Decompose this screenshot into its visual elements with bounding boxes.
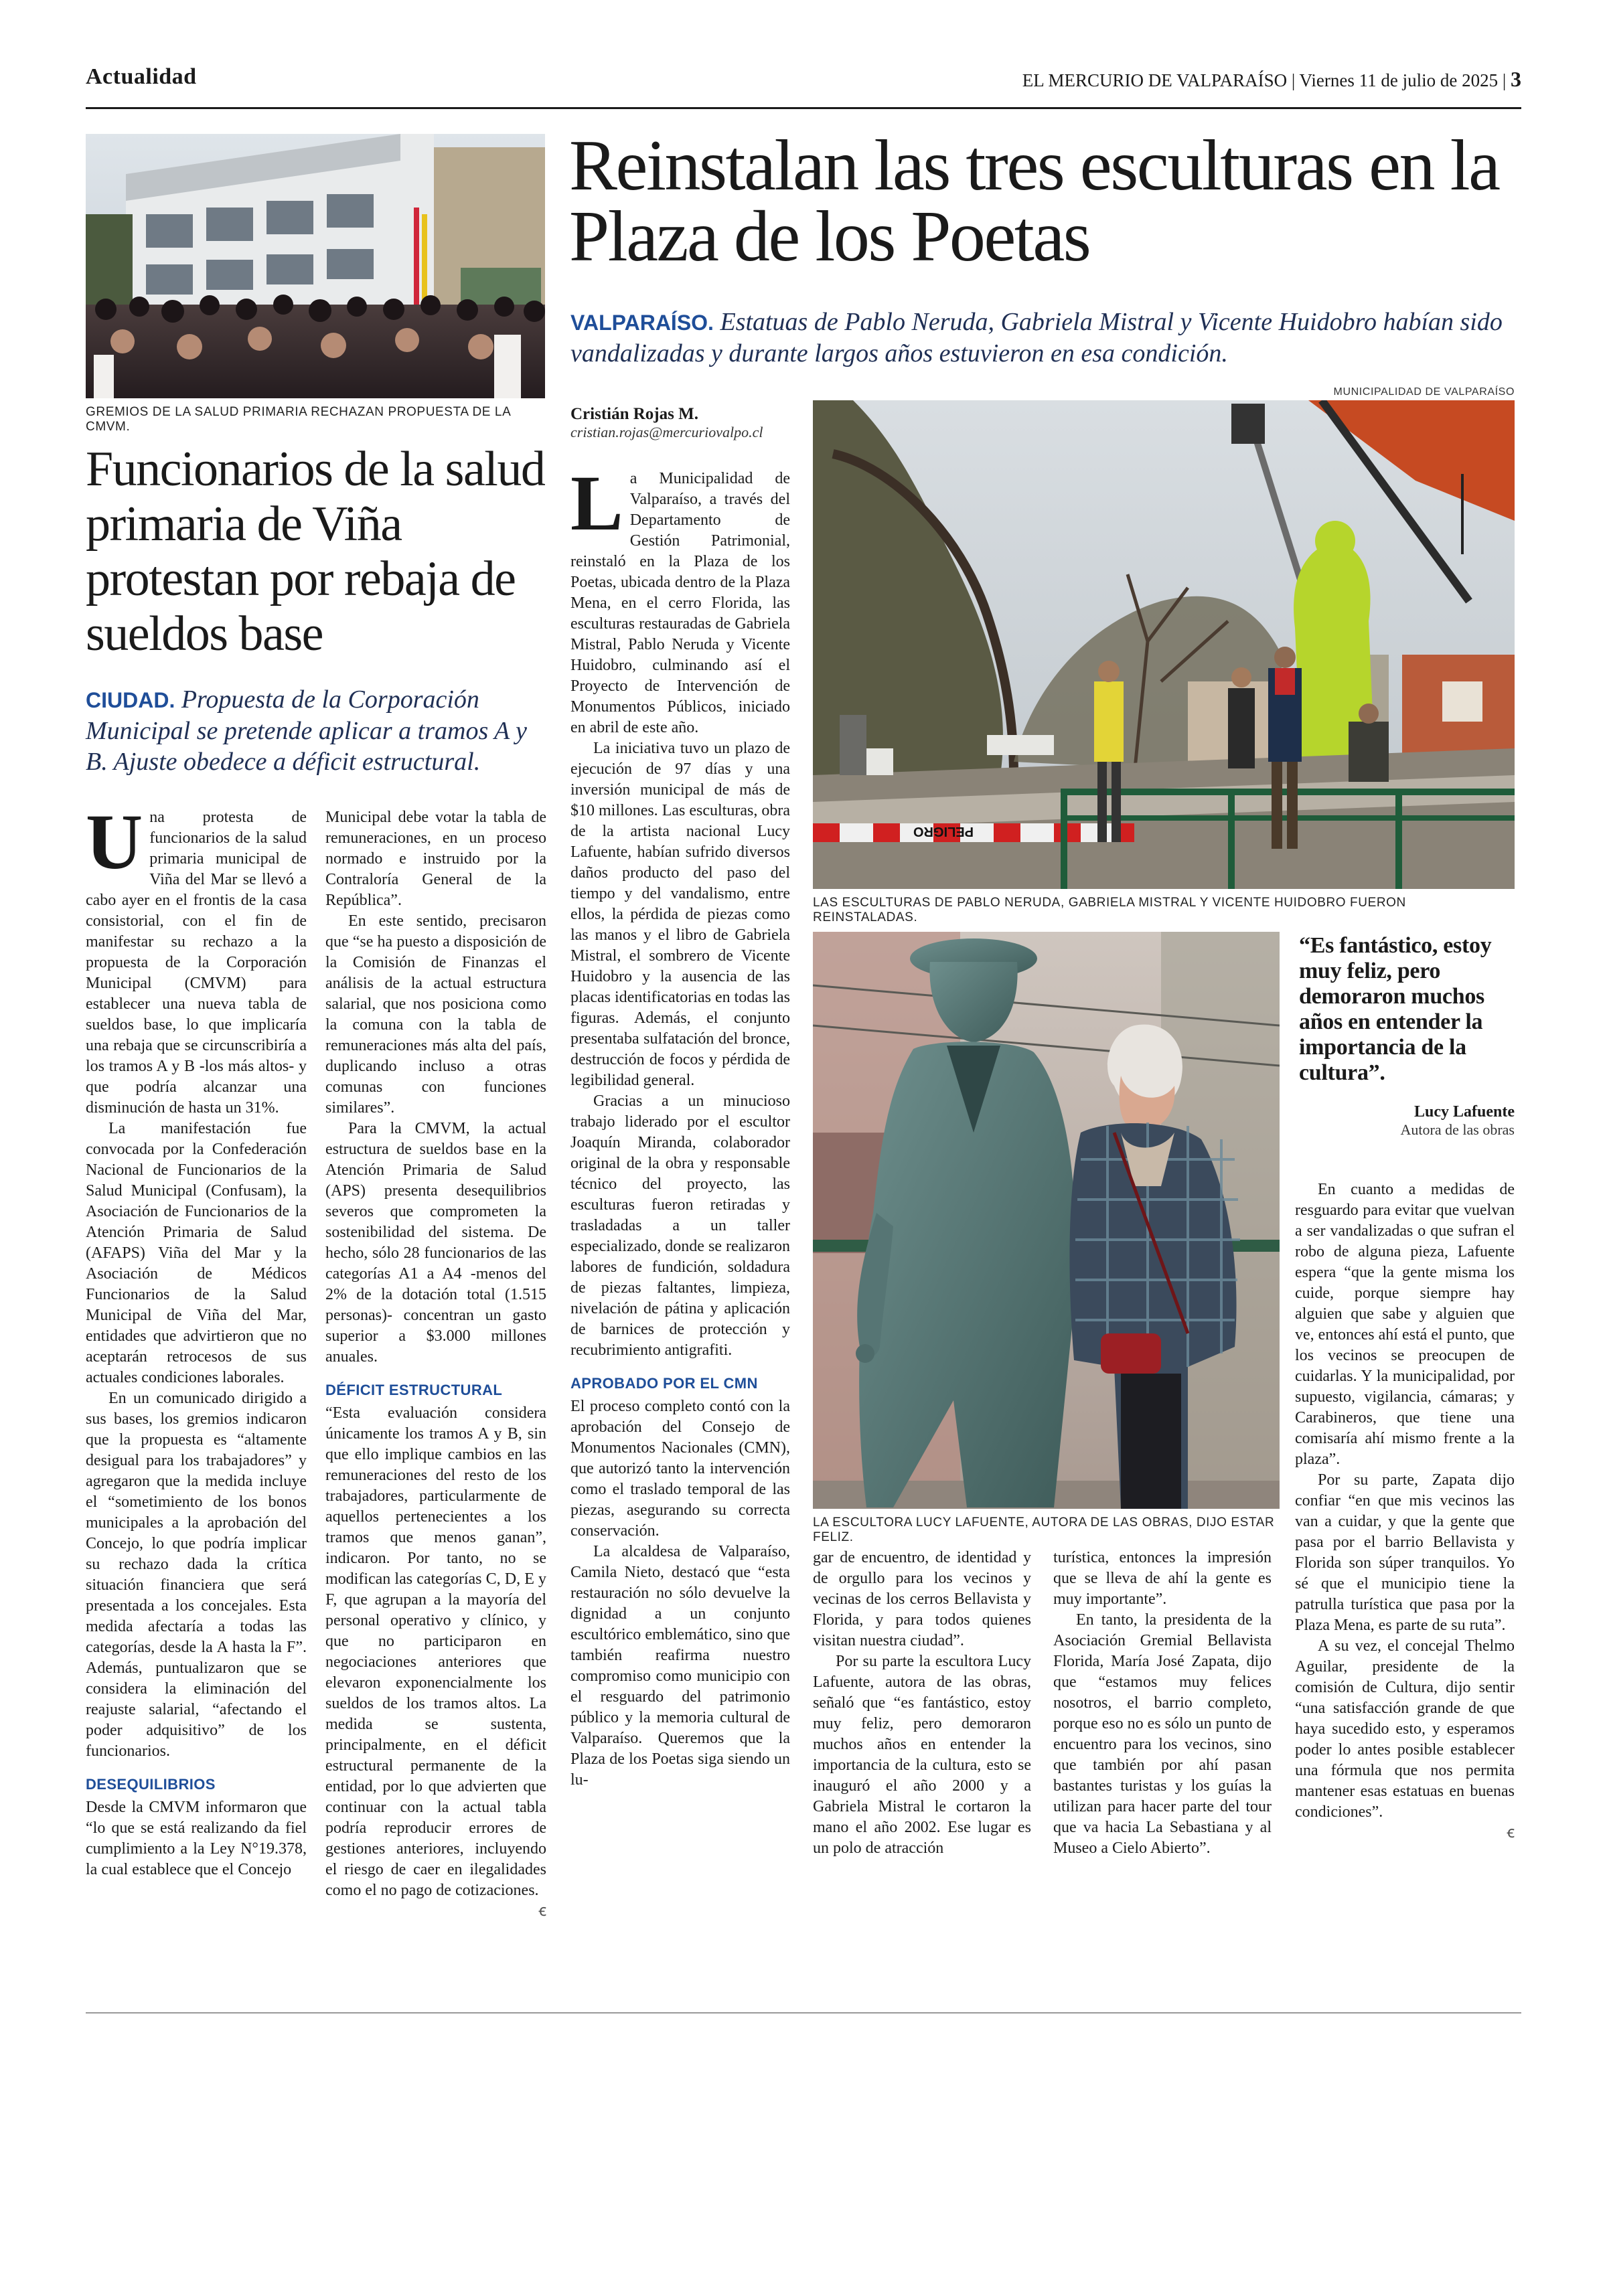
byline-email[interactable]: cristian.rojas@mercuriovalpo.cl (570, 424, 763, 440)
side-col2-paragraph: Para la CMVM, la actual estructura de sueldos base en la Atención Primaria de Salud (APS) presenta desequilibrios severos que comprometen la sostenibilidad del sistema. De hecho, sólo 28 funcionarios de las categorías A1 a A4 -menos del 2% de la dotación total (1.515 personas)- concentran un gasto superior a $3.000 millones anuales. (325, 1120, 546, 1366)
main-col4-paragraph: Por su parte, Zapata dijo confiar “en que mis vecinos las van a cuidar, y que la gente que pasa por el barrio Bellavista y Florida son súper tranquilos. Yo sé que el municipio tiene la patrulla turística que pasa por la Plaza Mena, es parte de su ruta”. (1295, 1471, 1515, 1634)
side-col1-paragraph: Desde la CMVM informaron que “lo que se está realizando da fiel cumplimiento a la Ley N°19.378, la cual establece que el Concejo (86, 1799, 307, 1878)
main-col1-paragraph: Gracias a un minucioso trabajo liderado por el escultor Joaquín Miranda, colaborador original de la obra y responsable técnico del proyecto, las esculturas fueron retiradas y trasladadas a un taller especializado, donde se realizaron labores de fundición, soldadura de piezas faltantes, limpieza, nivelación de pátina y aplicación de barnices de protección y recubrimiento antigrafiti. (570, 1092, 790, 1359)
main-column-3 (1053, 1548, 1272, 1859)
main-dropcap: L (570, 459, 623, 547)
sculptures-photo-caption: LAS ESCULTURAS DE PABLO NERUDA, GABRIELA MISTRAL Y VICENTE HUIDOBRO FUERON REINSTALADAS. (813, 896, 1406, 924)
main-kicker: VALPARAÍSO. (570, 311, 714, 335)
side-dropcap: U (86, 798, 143, 886)
main-col1-paragraph: La iniciativa tuvo un plazo de ejecución de 97 días y una inversión municipal de más de $10 millones. Las esculturas, obra de la artista nacional Lucy Lafuente, habían sufrido diversos daños producto del paso del tiempo y del vandalismo, entre ellos, la pérdida de piezas como las manos y el libro de Gabriela Mistral, el sombrero de Vicente Huidobro y la ausencia de las placas identificatorias en todas las figuras. Además, el conjunto presentaba sulfatación del bronce, destrucción de focos y pérdida de legibilidad general. (570, 740, 790, 1089)
byline-name: Cristián Rojas M. (570, 405, 698, 423)
side-column-2 (325, 807, 546, 1922)
end-of-article-mark-icon: ꞓ (538, 1902, 546, 1920)
side-col2-paragraph: En este sentido, precisaron que “se ha puesto a disposición de la Comisión de Finanzas el análisis de la actual estructura salarial, que nos posiciona como la comuna con la tabla de remuneraciones más alta del país, duplicando incluso a otras comunas con funciones similares”. (325, 912, 546, 1117)
main-col2-paragraph: gar de encuentro, de identidad y de orgullo para los vecinos y vecinas de los cerros Bellavista y Florida, y para todos quienes visitan nuestra ciudad”. (813, 1549, 1031, 1649)
tape-text: PELIGRO (913, 824, 974, 839)
side-column-1 (86, 798, 307, 1880)
side-col2-paragraph: Municipal debe votar la tabla de remuneraciones, en un proceso normado e instruido por la Contraloría General de la República”. (325, 809, 546, 909)
main-col1-paragraph: El proceso completo contó con la aprobación del Consejo de Monumentos Nacionales (CMN), que autorizó tanto la intervención como el traslado temporal de las piezas, asegurando su correcta conservación. (570, 1398, 790, 1540)
main-column-1 (570, 459, 790, 1791)
protest-photo (86, 134, 545, 398)
publication-date: Viernes 11 de julio de 2025 (1299, 70, 1499, 90)
main-col1-paragraph (570, 459, 790, 738)
side-col2-paragraph: “Esta evaluación considera únicamente los tramos A y B, sin que ello implique cambios en las remuneraciones del resto de los trabajadores, particularmente de aquellos pertenecientes a los tramos que menos ganan”, indicaron. Por tanto, no se modifican las categorías C, D, E y F, que agrupan a la mayoría del personal operativo y clínico, y que no participaron en negociaciones anteriores que elevaron exponencialmente los sueldos de los tramos altos. La medida se sustenta, principalmente, en el déficit estructural permanente de la entidad, por lo que advierten que continuar con la actual tabla podría reproducir errores de gestiones anteriores, incluyendo el riesgo de caer en ilegalidades como el no pago de cotizaciones. (325, 1404, 546, 1899)
byline (570, 405, 791, 441)
side-col1-p1-text: na protesta de funcionarios de la salud primaria municipal de Viña del Mar se llevó a cabo ayer en el frontis de la casa consistorial, con el fin de manifestar su rechazo a la propuesta de la Corporación Municipal (CMVM) para establecer una nueva tabla de sueldos base, lo que implicaría una rebaja que se circunscribiría a los tramos A y B -los más altos- y que podría alcanzar una disminución de hasta un 31%. (86, 809, 307, 1117)
main-headline: Reinstalan las tres esculturas en la Plaza de los Poetas (569, 126, 1499, 276)
main-subhead-cmn: APROBADO POR EL CMN (570, 1375, 758, 1392)
photo-credit: MUNICIPALIDAD DE VALPARAÍSO (1333, 386, 1515, 398)
side-deck (86, 684, 548, 777)
main-col3-paragraph: turística, entonces la impresión que se lleva de ahí la gente es muy importante”. (1053, 1549, 1272, 1608)
protest-photo-caption: GREMIOS DE LA SALUD PRIMARIA RECHAZAN PROPUESTA DE LA CMVM. (86, 405, 511, 434)
pull-quote-role: Autora de las obras (1400, 1121, 1515, 1138)
side-headline: Funcionarios de la salud primaria de Viña protestan por rebaja de sueldos base (86, 442, 545, 661)
pull-quote-text: “Es fantástico, estoy muy feliz, pero demoraron muchos años en entender la importancia de la cultura”. (1299, 933, 1492, 1085)
side-subhead-deficit: DÉFICIT ESTRUCTURAL (325, 1382, 503, 1398)
main-deck (570, 307, 1515, 369)
sculptures-reinstallation-photo (813, 400, 1515, 889)
side-subhead-desequilibrios: DESEQUILIBRIOS (86, 1776, 216, 1793)
side-col1-paragraph (86, 798, 307, 1119)
main-col3-paragraph: En tanto, la presidenta de la Asociación Gremial Bellavista Florida, María José Zapata, dijo que “estamos muy felices nosotros, el barrio completo, porque eso no es sólo un punto de encuentro para los vecinos, sino que también por ahí pasan bastantes turistas y los guías la utilizan para hacer parte del tour que va hacia La Sebastiana y al Museo a Cielo Abierto”. (1053, 1611, 1272, 1857)
main-col2-paragraph: Por su parte la escultora Lucy Lafuente, autora de las obras, señaló que “es fantástico, estoy muy feliz, pero demoraron muchos años en entender la importancia de la cultura, esto se inauguró el año 2000 y a Gabriela Mistral le cortaron la mano el año 2002. Ese lugar es un polo de atracción (813, 1653, 1031, 1857)
main-col4-paragraph: En cuanto a medidas de resguardo para evitar que vuelvan a ser vandalizadas o que sufran el robo de alguna pieza, Lafuente espera “que la gente misma los cuide, porque siempre hay alguien que sabe y alguien que ve, entonces ahí está el punto, que los vecinos se preocupen de cuidarlas. Y la municipalidad, por supuesto, vigilancia, cámaras; y Carabineros, que tiene una comisaría ahí mismo frente a la plaza”. (1295, 1181, 1515, 1468)
main-deck-text: Estatuas de Pablo Neruda, Gabriela Mistral y Vicente Huidobro habían sido vandalizadas y durante largos años estuvieron en esa condición. (570, 308, 1503, 367)
main-col1-paragraph: La alcaldesa de Valparaíso, Camila Nieto, destacó que “esta restauración no sólo devuelve la dignidad a un conjunto escultórico emblemático, sino que también reafirma nuestro compromiso como municipio con el resguardo del patrimonio público y la memoria cultural de Valparaíso. Queremos que la Plaza de los Poetas siga siendo un lu- (570, 1543, 790, 1789)
sculptor-with-statue-photo (813, 932, 1280, 1509)
page-number: 3 (1511, 67, 1521, 91)
pull-quote (1299, 933, 1515, 1139)
side-deck-text: Propuesta de la Corporación Municipal se pretende aplicar a tramos A y B. Ajuste obedece a déficit estructural. (86, 685, 527, 776)
main-col4-paragraph: A su vez, el concejal Thelmo Aguilar, presidente de la comisión de Cultura, dijo sentir “una satisfacción grande de que haya sucedido esto, y esperamos poder lo antes posible establecer una fórmula que nos permita mantener esas estatuas en buenas condiciones”. (1295, 1637, 1515, 1821)
header-rule (86, 107, 1521, 109)
folio-separator: | (1502, 70, 1511, 90)
side-kicker: CIUDAD. (86, 688, 175, 712)
footer-rule (86, 2012, 1521, 2014)
end-of-article-mark-icon: ꞓ (1507, 1824, 1515, 1841)
main-column-4 (1295, 1179, 1515, 1843)
publication-name: EL MERCURIO DE VALPARAÍSO (1022, 70, 1288, 90)
sculptor-photo-caption: LA ESCULTORA LUCY LAFUENTE, AUTORA DE LAS OBRAS, DIJO ESTAR FELIZ. (813, 1515, 1275, 1544)
side-col1-paragraph: La manifestación fue convocada por la Confederación Nacional de Funcionarios de la Salud Municipal (Confusam), la Asociación de Funcionarios de la Atención Primaria de Salud (AFAPS) Viña del Mar y la Asociación de Médicos Funcionarios de la Salud Municipal de Viña del Mar, entidades que advirtieron que no aceptarán retrocesos de sus actuales condiciones laborales. (86, 1120, 307, 1386)
main-column-2 (813, 1548, 1031, 1859)
folio-separator: | (1291, 70, 1300, 90)
pull-quote-author: Lucy Lafuente (1414, 1103, 1515, 1121)
section-label: Actualidad (86, 64, 197, 89)
side-col1-paragraph: En un comunicado dirigido a sus bases, los gremios indicaron que la propuesta es “altamente desigual para los trabajadores” y agregaron que la medida incluye el “sometimiento de los bonos municipales a la aprobación del Concejo, lo que podría implicar su rechazo dada la crítica situación financiera que será presentada a los concejales. Esta medida afectaría a todas las categorías, desde la A hasta la F”. Además, puntualizaron que se considera la eliminación del reajuste salarial, “afectando el poder adquisitivo” de los funcionarios. (86, 1390, 307, 1760)
main-col1-p1-text: a Municipalidad de Valparaíso, a través del Departamento de Gestión Patrimonial, reinstaló en la Plaza de los Poetas, ubicada dentro de la Plaza Mena, en el cerro Florida, las esculturas restauradas de Gabriela Mistral, Pablo Neruda y Vicente Huidobro, culminando así el Proyecto de Intervención de Monumentos Públicos, iniciado en abril de este año. (570, 470, 790, 736)
page-folio (1022, 67, 1521, 92)
